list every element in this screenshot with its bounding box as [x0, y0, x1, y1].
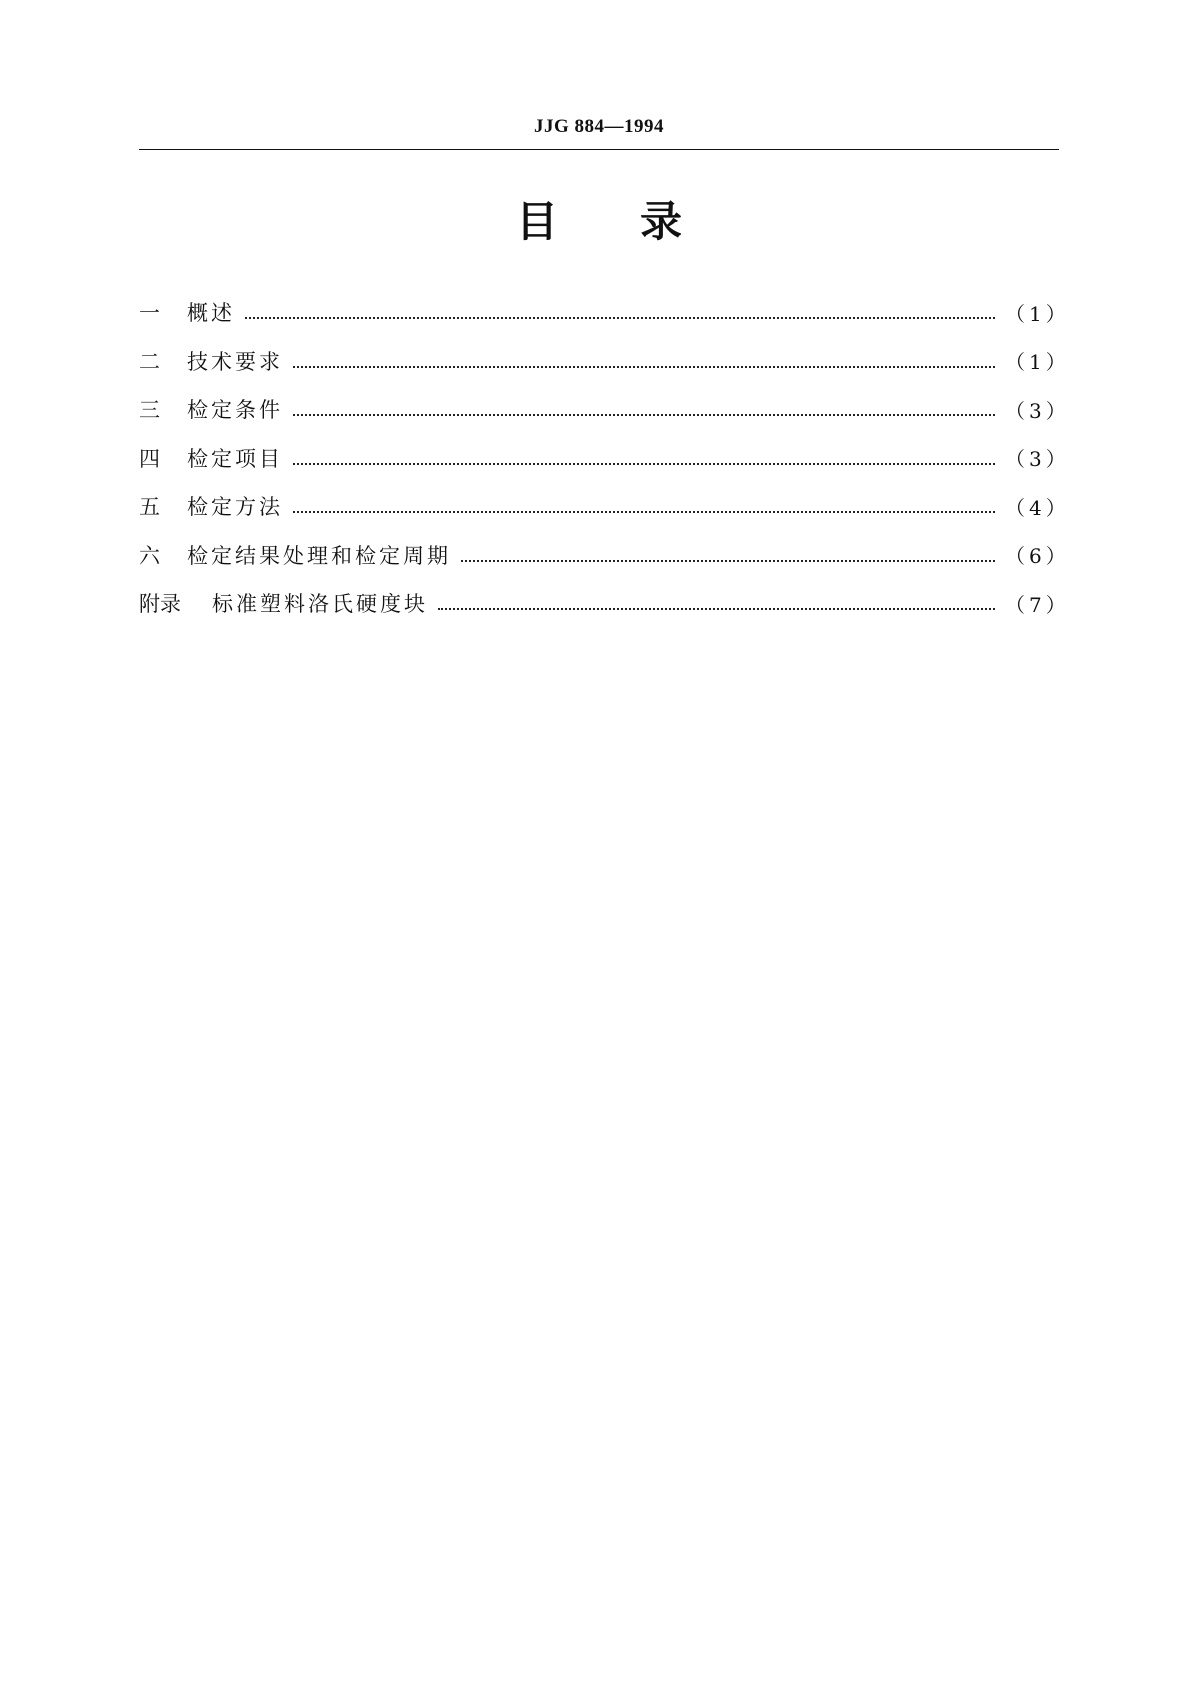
title-char-2: 录 — [640, 197, 683, 246]
toc-entry[interactable] — [139, 288, 1070, 337]
toc-entry-number: 六 — [139, 543, 160, 568]
toc-entry-number: 一 — [139, 301, 160, 326]
toc-entry-title: 检定项目 — [187, 446, 283, 471]
toc-entry-title: 技术要求 — [187, 349, 283, 374]
toc-dot-leader — [293, 444, 995, 472]
toc-entry-page: （3） — [1005, 398, 1070, 423]
toc-entry-number: 二 — [139, 349, 160, 374]
toc-dot-leader — [293, 492, 995, 520]
toc-entry-number: 五 — [139, 495, 160, 520]
toc-entry[interactable] — [139, 385, 1070, 434]
toc-entry-title: 检定结果处理和检定周期 — [187, 543, 451, 568]
toc-entry[interactable] — [139, 337, 1070, 386]
toc-entry[interactable] — [139, 531, 1070, 580]
toc-dot-leader — [293, 395, 995, 423]
toc-entry[interactable] — [139, 434, 1070, 483]
toc-entry-title: 概述 — [187, 301, 235, 326]
toc-dot-leader — [245, 298, 995, 326]
toc-entry-page: （1） — [1005, 301, 1070, 326]
toc-entry-title: 检定条件 — [187, 398, 283, 423]
toc-dot-leader — [461, 541, 995, 569]
toc-entry-number: 三 — [139, 398, 160, 423]
toc-dot-leader — [293, 347, 995, 375]
header-divider — [139, 149, 1059, 150]
document-code-header: JJG 884—1994 — [533, 116, 665, 137]
toc-entry-page: （7） — [1005, 592, 1070, 617]
toc-entry-title: 标准塑料洛氏硬度块 — [212, 592, 428, 617]
title-char-1: 目 — [515, 197, 558, 246]
toc-entry-number: 四 — [139, 446, 160, 471]
toc-entry-page: （3） — [1005, 447, 1070, 472]
toc-entry-page: （6） — [1005, 544, 1070, 569]
toc-entry-page: （4） — [1005, 495, 1070, 520]
toc-entry-number: 附录 — [139, 592, 181, 617]
toc-entry-title: 检定方法 — [187, 495, 283, 520]
page-title — [139, 196, 1059, 248]
toc-entry[interactable] — [139, 482, 1070, 531]
table-of-contents — [139, 288, 1070, 628]
toc-dot-leader — [438, 589, 995, 617]
toc-entry-appendix[interactable] — [139, 579, 1070, 628]
toc-entry-page: （1） — [1005, 350, 1070, 375]
